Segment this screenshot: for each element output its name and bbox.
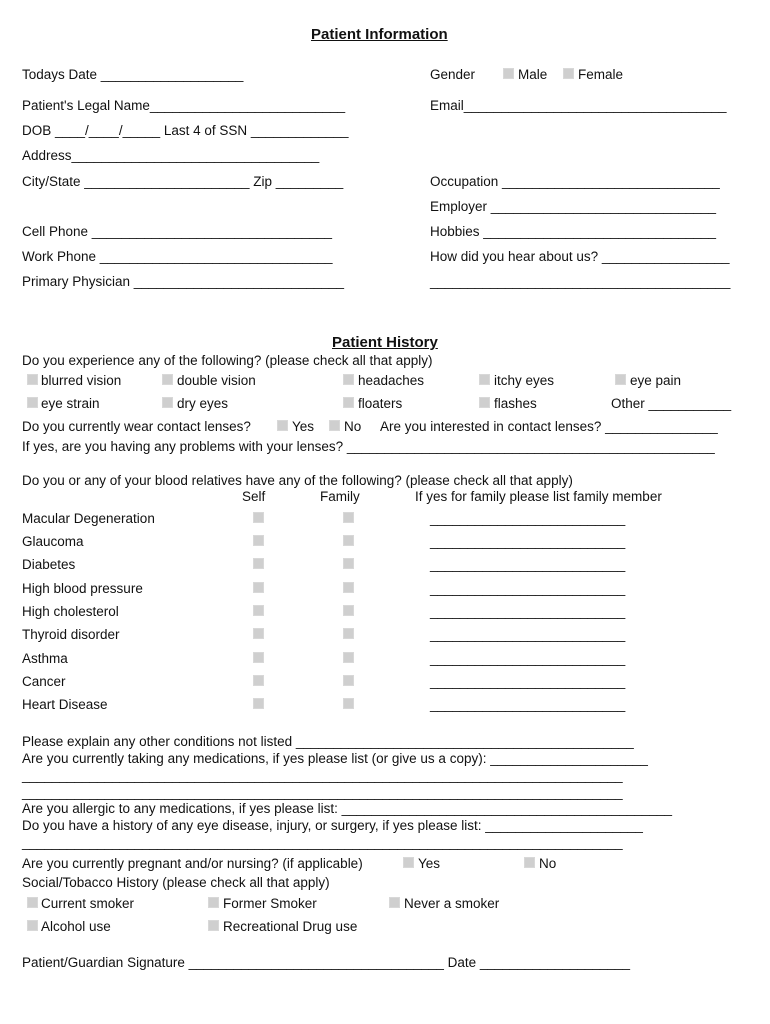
family-member-line[interactable]: __________________________ bbox=[430, 651, 626, 666]
self-checkbox[interactable] bbox=[253, 652, 264, 663]
flashes-checkbox[interactable] bbox=[479, 397, 490, 408]
condition-label: Thyroid disorder bbox=[22, 627, 120, 642]
former-smoker-label: Former Smoker bbox=[223, 896, 317, 911]
occupation-field[interactable]: Occupation _____________________________ bbox=[430, 174, 720, 189]
floaters-checkbox[interactable] bbox=[343, 397, 354, 408]
legal-name-field[interactable]: Patient's Legal Name__________________________ bbox=[22, 98, 346, 113]
condition-label: High blood pressure bbox=[22, 581, 143, 596]
family-member-line[interactable]: __________________________ bbox=[430, 627, 626, 642]
blurred-vision-label: blurred vision bbox=[41, 373, 122, 388]
alcohol-use-checkbox[interactable] bbox=[27, 920, 38, 931]
family-member-line[interactable]: __________________________ bbox=[430, 697, 626, 712]
other-symptom-field[interactable]: Other ___________ bbox=[611, 396, 732, 411]
medications-line-1[interactable]: ________________________________________________________________________________ bbox=[22, 768, 623, 783]
todays-date-field[interactable]: Todays Date ___________________ bbox=[22, 67, 244, 82]
self-checkbox[interactable] bbox=[253, 675, 264, 686]
contacts-question: Do you currently wear contact lenses? bbox=[22, 419, 251, 434]
city-state-zip-field[interactable]: City/State ______________________ Zip _________ bbox=[22, 174, 344, 189]
family-checkbox[interactable] bbox=[343, 535, 354, 546]
page-title: Patient Information bbox=[311, 26, 448, 43]
headaches-label: headaches bbox=[358, 373, 425, 388]
pregnant-yes-checkbox[interactable] bbox=[403, 857, 414, 868]
family-checkbox[interactable] bbox=[343, 675, 354, 686]
family-member-line[interactable]: __________________________ bbox=[430, 557, 626, 572]
family-member-line[interactable]: __________________________ bbox=[430, 604, 626, 619]
contacts-yes-label: Yes bbox=[292, 419, 315, 434]
flashes-label: flashes bbox=[494, 396, 537, 411]
primary-physician-field[interactable]: Primary Physician ____________________________ bbox=[22, 274, 345, 289]
history-title: Patient History bbox=[332, 334, 438, 351]
condition-label: Diabetes bbox=[22, 557, 76, 572]
pregnant-no-label: No bbox=[539, 856, 557, 871]
male-checkbox[interactable] bbox=[503, 68, 514, 79]
eye-history-line[interactable]: ________________________________________________________________________________ bbox=[22, 835, 623, 850]
recreational-drug-label: Recreational Drug use bbox=[223, 919, 358, 934]
email-field[interactable]: Email___________________________________ bbox=[430, 98, 727, 113]
self-checkbox[interactable] bbox=[253, 512, 264, 523]
recreational-drug-checkbox[interactable] bbox=[208, 920, 219, 931]
family-member-column-header: If yes for family please list family member bbox=[415, 489, 662, 504]
family-checkbox[interactable] bbox=[343, 558, 354, 569]
condition-label: Cancer bbox=[22, 674, 66, 689]
floaters-label: floaters bbox=[358, 396, 403, 411]
contacts-no-label: No bbox=[344, 419, 362, 434]
eye-strain-checkbox[interactable] bbox=[27, 397, 38, 408]
current-smoker-label: Current smoker bbox=[41, 896, 135, 911]
condition-label: High cholesterol bbox=[22, 604, 119, 619]
employer-field[interactable]: Employer ______________________________ bbox=[430, 199, 717, 214]
condition-label: Glaucoma bbox=[22, 534, 84, 549]
allergies-field[interactable]: Are you allergic to any medications, if yes please list: ____________________________________________ bbox=[22, 801, 673, 816]
family-column-header: Family bbox=[320, 489, 360, 504]
family-checkbox[interactable] bbox=[343, 698, 354, 709]
address-field[interactable]: Address_________________________________ bbox=[22, 148, 320, 163]
alcohol-use-label: Alcohol use bbox=[41, 919, 111, 934]
hear-about-continued-line[interactable]: ________________________________________ bbox=[430, 274, 731, 289]
family-checkbox[interactable] bbox=[343, 582, 354, 593]
male-label: Male bbox=[518, 67, 548, 82]
family-checkbox[interactable] bbox=[343, 652, 354, 663]
family-checkbox[interactable] bbox=[343, 512, 354, 523]
blurred-vision-checkbox[interactable] bbox=[27, 374, 38, 385]
former-smoker-checkbox[interactable] bbox=[208, 897, 219, 908]
double-vision-label: double vision bbox=[177, 373, 256, 388]
medications-line-2[interactable]: ________________________________________________________________________________ bbox=[22, 785, 623, 800]
eye-pain-label: eye pain bbox=[630, 373, 682, 388]
cell-phone-field[interactable]: Cell Phone ________________________________ bbox=[22, 224, 333, 239]
pregnant-no-checkbox[interactable] bbox=[524, 857, 535, 868]
hear-about-field[interactable]: How did you hear about us? _________________ bbox=[430, 249, 730, 264]
itchy-eyes-checkbox[interactable] bbox=[479, 374, 490, 385]
contacts-no-checkbox[interactable] bbox=[329, 420, 340, 431]
family-member-line[interactable]: __________________________ bbox=[430, 511, 626, 526]
work-phone-field[interactable]: Work Phone _______________________________ bbox=[22, 249, 333, 264]
eye-history-field[interactable]: Do you have a history of any eye disease, injury, or surgery, if yes please list: _____________________ bbox=[22, 818, 643, 833]
self-checkbox[interactable] bbox=[253, 628, 264, 639]
self-checkbox[interactable] bbox=[253, 582, 264, 593]
family-member-line[interactable]: __________________________ bbox=[430, 581, 626, 596]
family-checkbox[interactable] bbox=[343, 628, 354, 639]
self-column-header: Self bbox=[242, 489, 266, 504]
never-smoker-label: Never a smoker bbox=[404, 896, 500, 911]
pregnant-yes-label: Yes bbox=[418, 856, 441, 871]
never-smoker-checkbox[interactable] bbox=[389, 897, 400, 908]
self-checkbox[interactable] bbox=[253, 605, 264, 616]
social-history-question: Social/Tobacco History (please check all that apply) bbox=[22, 875, 330, 890]
family-history-question: Do you or any of your blood relatives have any of the following? (please check all that apply) bbox=[22, 473, 573, 488]
current-smoker-checkbox[interactable] bbox=[27, 897, 38, 908]
symptoms-question: Do you experience any of the following? (please check all that apply) bbox=[22, 353, 433, 368]
other-conditions-field[interactable]: Please explain any other conditions not listed _____________________________________________ bbox=[22, 734, 634, 749]
family-checkbox[interactable] bbox=[343, 605, 354, 616]
contacts-problems-field[interactable]: If yes, are you having any problems with your lenses? _________________________________________________ bbox=[22, 439, 715, 454]
female-label: Female bbox=[578, 67, 624, 82]
condition-label: Asthma bbox=[22, 651, 68, 666]
family-member-line[interactable]: __________________________ bbox=[430, 674, 626, 689]
self-checkbox[interactable] bbox=[253, 558, 264, 569]
contacts-yes-checkbox[interactable] bbox=[277, 420, 288, 431]
headaches-checkbox[interactable] bbox=[343, 374, 354, 385]
eye-pain-checkbox[interactable] bbox=[615, 374, 626, 385]
contacts-interest-field[interactable]: Are you interested in contact lenses? _______________ bbox=[380, 419, 718, 434]
signature-date-field[interactable]: Patient/Guardian Signature __________________________________ Date ____________________ bbox=[22, 955, 631, 970]
dry-eyes-checkbox[interactable] bbox=[162, 397, 173, 408]
self-checkbox[interactable] bbox=[253, 698, 264, 709]
itchy-eyes-label: itchy eyes bbox=[494, 373, 555, 388]
medications-field[interactable]: Are you currently taking any medications, if yes please list (or give us a copy): _____________________ bbox=[22, 751, 648, 766]
dry-eyes-label: dry eyes bbox=[177, 396, 229, 411]
female-checkbox[interactable] bbox=[563, 68, 574, 79]
family-member-line[interactable]: __________________________ bbox=[430, 534, 626, 549]
dob-ssn-field[interactable]: DOB ____/____/_____ Last 4 of SSN _____________ bbox=[22, 123, 349, 138]
gender-label: Gender bbox=[430, 67, 476, 82]
condition-label: Heart Disease bbox=[22, 697, 108, 712]
condition-label: Macular Degeneration bbox=[22, 511, 155, 526]
pregnant-question: Are you currently pregnant and/or nursing? (if applicable) bbox=[22, 856, 363, 871]
eye-strain-label: eye strain bbox=[41, 396, 100, 411]
hobbies-field[interactable]: Hobbies _______________________________ bbox=[430, 224, 717, 239]
self-checkbox[interactable] bbox=[253, 535, 264, 546]
double-vision-checkbox[interactable] bbox=[162, 374, 173, 385]
